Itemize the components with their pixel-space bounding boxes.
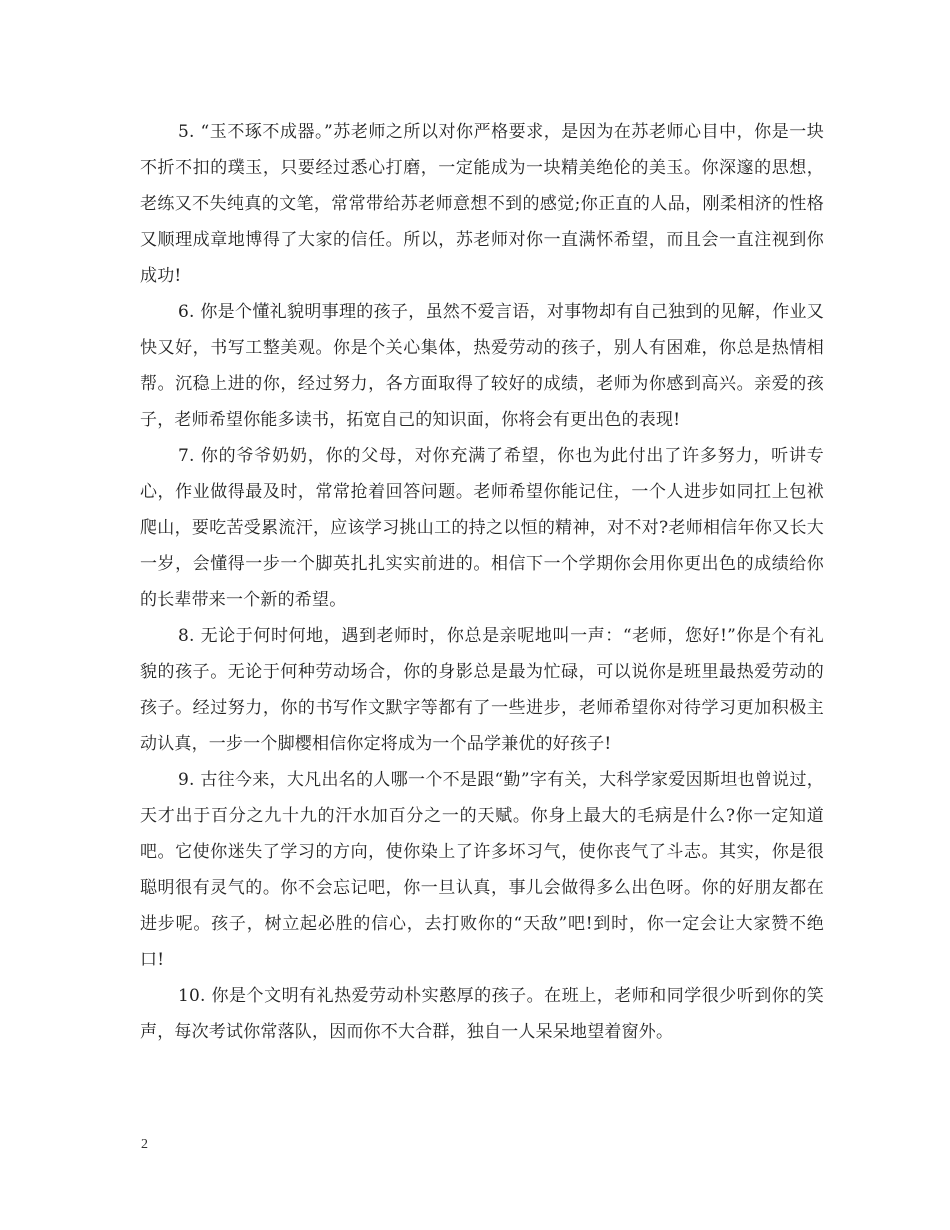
page-number: 2 (141, 1137, 148, 1152)
document-body (140, 114, 824, 1050)
paragraph-8: 8. 无论于何时何地，遇到老师时，你总是亲呢地叫一声：“老师，您好!”你是个有礼貌的孩子。无论于何种劳动场合，你的身影总是最为忙碌，可以说你是班里最热爱劳动的孩子。经过努力，你的书写作文默字等都有了一些进步，老师希望你对待学习更加积极主动认真，一步一个脚樱相信你定将成为一个品学兼优的好孩子! (140, 626, 824, 754)
paragraph-10: 10. 你是个文明有礼热爱劳动朴实憨厚的孩子。在班上，老师和同学很少听到你的笑声，每次考试你常落队，因而你不大合群，独自一人呆呆地望着窗外。 (140, 986, 824, 1042)
paragraph-6: 6. 你是个懂礼貌明事理的孩子，虽然不爱言语，对事物却有自己独到的见解，作业又快又好，书写工整美观。你是个关心集体，热爱劳动的孩子，别人有困难，你总是热情相帮。沉稳上进的你，经过努力，各方面取得了较好的成绩，老师为你感到高兴。亲爱的孩子，老师希望你能多读书，拓宽自己的知识面，你将会有更出色的表现! (140, 302, 824, 430)
paragraph-9: 9. 古往今来，大凡出名的人哪一个不是跟“勤”字有关，大科学家爱因斯坦也曾说过，天才出于百分之九十九的汗水加百分之一的天赋。你身上最大的毛病是什么?你一定知道吧。它使你迷失了学习的方向，使你染上了许多坏习气，使你丧气了斗志。其实，你是很聪明很有灵气的。你不会忘记吧，你一旦认真，事儿会做得多么出色呀。你的好朋友都在进步呢。孩子，树立起必胜的信心，去打败你的“天敌”吧!到时，你一定会让大家赞不绝口! (140, 770, 824, 970)
paragraph-7: 7. 你的爷爷奶奶，你的父母，对你充满了希望，你也为此付出了许多努力，听讲专心，作业做得最及时，常常抢着回答问题。老师希望你能记住，一个人进步如同扛上包袱爬山，要吃苦受累流汗，应该学习挑山工的持之以恒的精神，对不对?老师相信年你又长大一岁，会懂得一步一个脚英扎扎实实前进的。相信下一个学期你会用你更出色的成绩给你的长辈带来一个新的希望。 (140, 446, 824, 610)
paragraph-5: 5. “玉不琢不成器。”苏老师之所以对你严格要求，是因为在苏老师心目中，你是一块不折不扣的璞玉，只要经过悉心打磨，一定能成为一块精美绝伦的美玉。你深邃的思想，老练又不失纯真的文笔，常常带给苏老师意想不到的感觉;你正直的人品，刚柔相济的性格又顺理成章地博得了大家的信任。所以，苏老师对你一直满怀希望，而且会一直注视到你成功! (140, 122, 824, 286)
